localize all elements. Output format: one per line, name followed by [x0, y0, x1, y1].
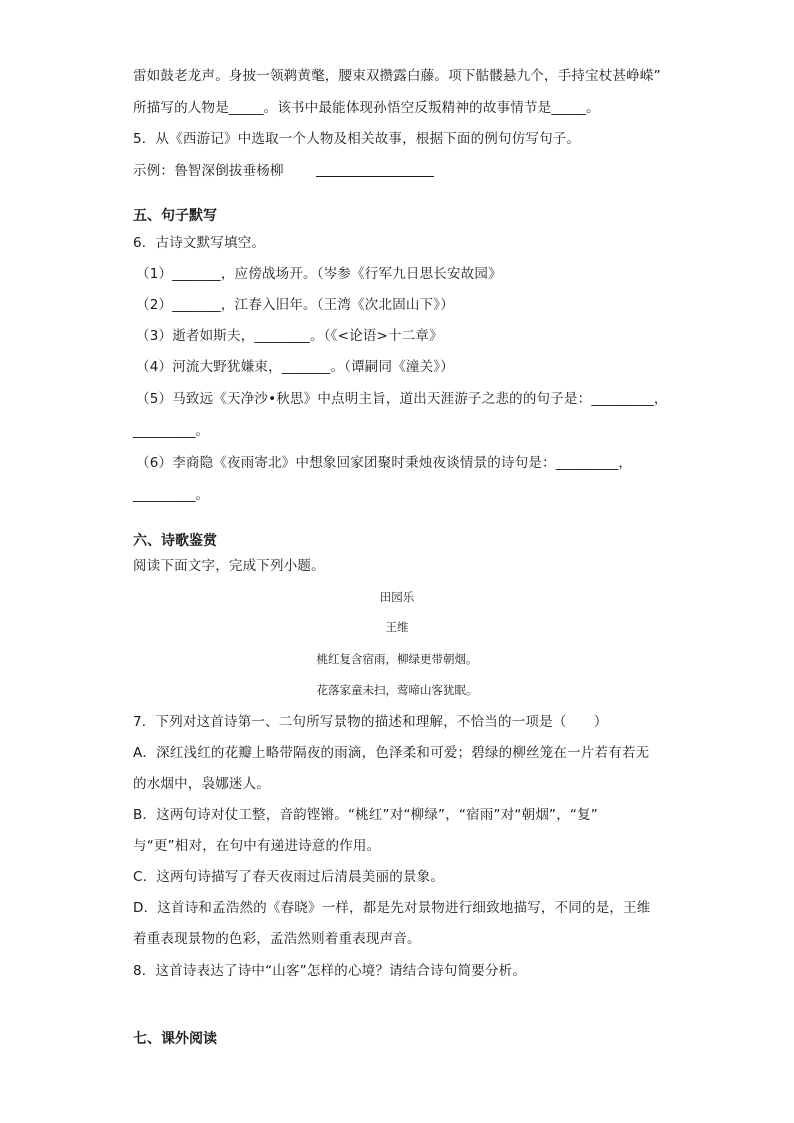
q7-option-a[interactable]: A．深红浅红的花瓣上略带隔夜的雨滴，色泽柔和可爱；碧绿的柳丝笼在一片若有若无	[133, 745, 650, 761]
q6-item-1: （1）_______，应傍战场开。（岑参《行军九日思长安故园》	[136, 266, 502, 282]
q6-item-5: （5）马致远《天净沙•秋思》中点明主旨，道出天涯游子之悲的的句子是：_________，	[136, 391, 668, 407]
poem-line-1: 桃红复含宿雨，柳绿更带朝烟。	[316, 652, 478, 666]
q6-item-4: （4）河流大野犹嫌束，_______。（谭嗣同《潼关》）	[136, 359, 454, 375]
section6-intro: 阅读下面文字，完成下列小题。	[133, 558, 325, 574]
q6-item-6: （6）李商隐《夜雨寄北》中想象回家团聚时秉烛夜谈情景的诗句是：_________，	[136, 455, 633, 471]
q6-stem: 6．古诗文默写填空。	[133, 235, 266, 251]
poem-author: 王维	[385, 620, 409, 634]
q7-option-b-cont: 与“更”相对，在句中有递进诗意的作用。	[133, 838, 381, 854]
section5-heading: 五、句子默写	[133, 208, 217, 224]
q8-stem: 8．这首诗表达了诗中“山客”怎样的心境？请结合诗句简要分析。	[133, 963, 527, 979]
q7-option-b[interactable]: B．这两句诗对仗工整，音韵铿锵。“桃红”对“柳绿”，“宿雨”对“朝烟”，“复”	[133, 807, 598, 823]
q5-example: 示例：鲁智深倒拔垂杨柳	[133, 163, 284, 179]
q7-option-d-cont: 着重表现景物的色彩，孟浩然则着重表现声音。	[133, 931, 421, 947]
poem-line-2: 花落家童未扫，莺啼山客犹眠。	[316, 683, 478, 697]
q6-item-5-cont: _________。	[133, 423, 210, 439]
q5-answer-blank[interactable]	[316, 176, 434, 177]
q4-tail-line2: 所描写的人物是_____。该书中最能体现孙悟空反叛精神的故事情节是_____。	[133, 100, 600, 116]
section7-heading: 七、课外阅读	[133, 1031, 217, 1047]
q7-option-a-cont: 的水烟中，袅娜迷人。	[133, 776, 270, 792]
q7-option-d[interactable]: D．这首诗和孟浩然的《春晓》一样，都是先对景物进行细致地描写，不同的是，王维	[133, 900, 651, 916]
q7-stem: 7．下列对这首诗第一、二句所写景物的描述和理解，不恰当的一项是（ ）	[133, 714, 608, 730]
q6-item-6-cont: _________。	[133, 487, 210, 503]
section6-heading: 六、诗歌鉴赏	[133, 533, 217, 549]
q7-option-c[interactable]: C．这两句诗描写了春天夜雨过后清晨美丽的景象。	[133, 869, 445, 885]
q5-stem: 5．从《西游记》中选取一个人物及相关故事，根据下面的例句仿写句子。	[133, 131, 581, 147]
q6-item-3: （3）逝者如斯夫，________。（《<论语>十二章》	[136, 328, 443, 344]
q4-tail-line1: 雷如鼓老龙声。身披一领鹈黄氅，腰束双攒露白藤。项下骷髅悬九个，手持宝杖甚峥嵘”	[133, 68, 661, 84]
q6-item-2: （2）_______，江春入旧年。（王湾《次北固山下》）	[136, 297, 454, 313]
poem-title: 田园乐	[379, 590, 415, 604]
